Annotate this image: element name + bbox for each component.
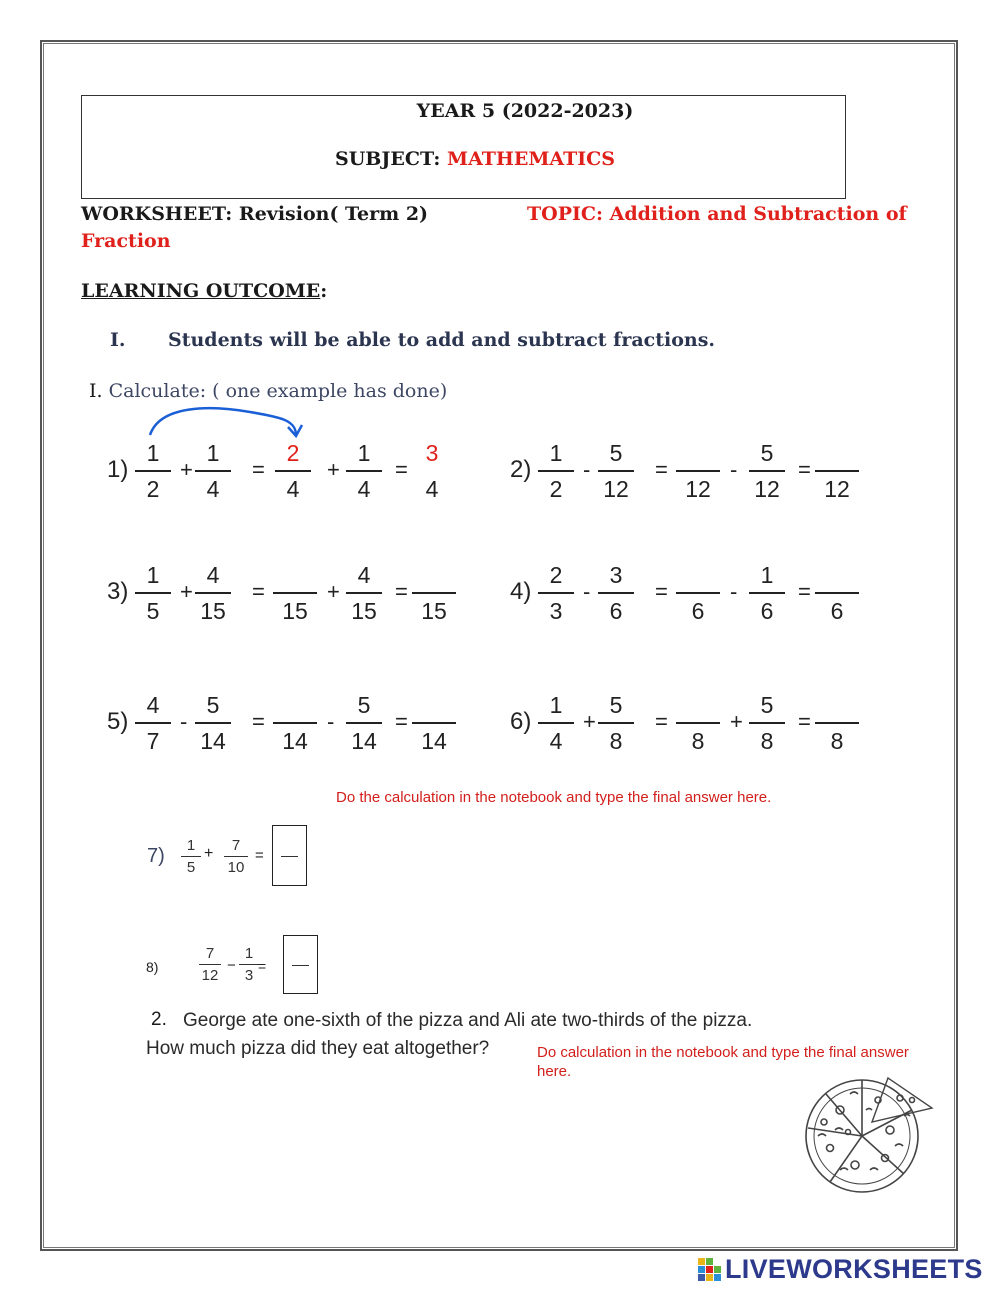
problem-1-d-bar bbox=[346, 470, 382, 472]
q8-a-num: 7 bbox=[205, 945, 215, 962]
problem-3-d-bar bbox=[346, 592, 382, 594]
problem-1-b-den: 4 bbox=[206, 476, 220, 502]
problem-3-number: 3) bbox=[107, 578, 129, 605]
problem-5-blank-e-den: 14 bbox=[421, 728, 447, 754]
problem-2-b-bar bbox=[598, 470, 634, 472]
problem-5-fraction-d bbox=[344, 692, 384, 754]
problem-3-equals-2: = bbox=[395, 579, 408, 604]
problem-1-e-den: 4 bbox=[425, 476, 439, 502]
topic-line1: TOPIC: Addition and Subtraction of bbox=[527, 203, 907, 225]
q2-note-line2: here. bbox=[537, 1063, 572, 1080]
worksheet-label: WORKSHEET: Revision( Term 2) bbox=[81, 203, 429, 225]
problem-4-operator-2: - bbox=[730, 579, 738, 604]
problem-6-a-num: 1 bbox=[549, 692, 563, 718]
problem-4-a-num: 2 bbox=[549, 562, 563, 588]
problem-3-b-num: 4 bbox=[206, 562, 220, 588]
problem-5-blank-c[interactable] bbox=[273, 722, 317, 755]
problem-6-b-bar bbox=[598, 722, 634, 724]
problem-2-blank-c[interactable] bbox=[676, 470, 720, 503]
q8-equals: = bbox=[258, 958, 267, 974]
problem-3-blank-e[interactable] bbox=[412, 592, 456, 625]
problem-1-equals-1: = bbox=[252, 457, 265, 482]
problem-5-blank-c-line[interactable] bbox=[273, 722, 317, 724]
problem-6-number: 6) bbox=[510, 708, 532, 735]
year-title: YEAR 5 (2022-2023) bbox=[416, 100, 634, 122]
q7-operator: + bbox=[204, 845, 214, 862]
problem-4-fraction-d bbox=[747, 562, 787, 624]
problem-4-blank-c[interactable] bbox=[676, 592, 720, 625]
problem-1-d-den: 4 bbox=[357, 476, 371, 502]
problem-4-b-den: 6 bbox=[609, 598, 623, 624]
problem-6-d-bar bbox=[749, 722, 785, 724]
problem-2-a-bar bbox=[538, 470, 574, 472]
section1-text: Calculate: ( one example has done) bbox=[108, 380, 448, 402]
problem-1-fraction-c bbox=[273, 440, 313, 502]
problem-1-b-bar bbox=[195, 470, 231, 472]
problem-1-c-den: 4 bbox=[286, 476, 300, 502]
problem-4-blank-e-line[interactable] bbox=[815, 592, 859, 594]
problem-2-blank-c-den: 12 bbox=[685, 476, 711, 502]
problem-1-c-bar bbox=[275, 470, 311, 472]
problem-2-d-bar bbox=[749, 470, 785, 472]
problem-5-blank-e[interactable] bbox=[412, 722, 456, 755]
topic-line2: Fraction bbox=[81, 230, 171, 252]
problem-6-fraction-a bbox=[536, 692, 576, 754]
problem-3-d-num: 4 bbox=[357, 562, 371, 588]
problem-6-fraction-d bbox=[747, 692, 787, 754]
section1-instruction bbox=[89, 380, 447, 402]
q7-a-den: 5 bbox=[186, 859, 196, 876]
outcome-numeral: I. bbox=[110, 329, 126, 351]
problem-5-blank-c-den: 14 bbox=[282, 728, 308, 754]
problem-2-d-num: 5 bbox=[760, 440, 774, 466]
problem-3-b-bar bbox=[195, 592, 231, 594]
problem-6-d-den: 8 bbox=[760, 728, 774, 754]
problem-1-a-num: 1 bbox=[146, 440, 160, 466]
learning-outcome-text: LEARNING OUTCOME bbox=[81, 280, 321, 302]
problem-5-b-bar bbox=[195, 722, 231, 724]
problem-2-a-num: 1 bbox=[549, 440, 563, 466]
problem-6-a-den: 4 bbox=[549, 728, 563, 754]
problem-5-equals-2: = bbox=[395, 709, 408, 734]
problem-4-equals-2: = bbox=[798, 579, 811, 604]
problem-4-a-den: 3 bbox=[549, 598, 563, 624]
problem-5-a-bar bbox=[135, 722, 171, 724]
problem-5-b-den: 14 bbox=[200, 728, 226, 754]
footer-logo bbox=[697, 1254, 983, 1285]
problem-3-operator-2: + bbox=[327, 579, 340, 604]
problem-2-number: 2) bbox=[510, 456, 532, 483]
problem-3-a-num: 1 bbox=[146, 562, 160, 588]
problem-2-fraction-b bbox=[596, 440, 636, 502]
problem-6-equals-2: = bbox=[798, 709, 811, 734]
problem-5-d-den: 14 bbox=[351, 728, 377, 754]
q2-note-line1: Do calculation in the notebook and type the final answer bbox=[537, 1044, 909, 1061]
liveworksheets-logo-icon bbox=[697, 1257, 723, 1283]
problem-4-a-bar bbox=[538, 592, 574, 594]
problem-2-operator-2: - bbox=[730, 457, 738, 482]
problem-4-operator: - bbox=[583, 579, 591, 604]
q8-b-den: 3 bbox=[244, 967, 254, 984]
problem-2-blank-c-line[interactable] bbox=[676, 470, 720, 472]
problem-1-d-num: 1 bbox=[357, 440, 371, 466]
problem-5-a-den: 7 bbox=[146, 728, 160, 754]
problem-4-d-num: 1 bbox=[760, 562, 774, 588]
problem-3-a-bar bbox=[135, 592, 171, 594]
q7-number: 7) bbox=[147, 845, 165, 867]
q2-line2: How much pizza did they eat altogether? bbox=[146, 1038, 490, 1059]
outcome-text: Students will be able to add and subtract fractions. bbox=[168, 329, 716, 351]
problem-6-a-bar bbox=[538, 722, 574, 724]
problem-2-equals-2: = bbox=[798, 457, 811, 482]
problem-2-fraction-d bbox=[747, 440, 787, 502]
problem-1-operator: + bbox=[180, 457, 193, 482]
q8-answer-box[interactable] bbox=[283, 935, 318, 994]
problem-3-fraction-d bbox=[344, 562, 384, 624]
problem-5-operator-2: - bbox=[327, 709, 335, 734]
problem-3-blank-c-line[interactable] bbox=[273, 592, 317, 594]
subject-line bbox=[335, 148, 615, 170]
problem-6-operator-2: + bbox=[730, 709, 743, 734]
problem-3-fraction-a bbox=[133, 562, 173, 624]
q8-b-num: 1 bbox=[244, 945, 254, 962]
problem-3-b-den: 15 bbox=[200, 598, 226, 624]
problem-4-equals-1: = bbox=[655, 579, 668, 604]
problem-5-fraction-b bbox=[193, 692, 233, 754]
problem-4-d-bar bbox=[749, 592, 785, 594]
problem-4-b-bar bbox=[598, 592, 634, 594]
section1-numeral: I. bbox=[89, 380, 103, 402]
learning-outcome-colon: : bbox=[320, 280, 328, 302]
problem-2-a-den: 2 bbox=[549, 476, 563, 502]
problem-2-blank-e-den: 12 bbox=[824, 476, 850, 502]
problem-5-fraction-a bbox=[133, 692, 173, 754]
problem-1-fraction-a bbox=[133, 440, 173, 502]
problem-1-a-den: 2 bbox=[146, 476, 160, 502]
problem-4-number: 4) bbox=[510, 578, 532, 605]
problem-4-fraction-a bbox=[536, 562, 576, 624]
problem-1-fraction-d bbox=[344, 440, 384, 502]
problem-3-blank-e-den: 15 bbox=[421, 598, 447, 624]
problem-3-a-den: 5 bbox=[146, 598, 160, 624]
problem-6-operator: + bbox=[583, 709, 596, 734]
q7-b-den: 10 bbox=[227, 859, 245, 876]
problem-5-number: 5) bbox=[107, 708, 129, 735]
learning-outcome-heading bbox=[81, 280, 327, 302]
problem-6-blank-e-den: 8 bbox=[830, 728, 844, 754]
problem-6-b-den: 8 bbox=[609, 728, 623, 754]
problem-6-blank-c-line[interactable] bbox=[676, 722, 720, 724]
problem-1-b-num: 1 bbox=[206, 440, 220, 466]
problem-1-fraction-b bbox=[193, 440, 233, 502]
problem-2-b-num: 5 bbox=[609, 440, 623, 466]
q8-operator: − bbox=[227, 957, 236, 974]
problem-3-blank-e-line[interactable] bbox=[412, 592, 456, 594]
problem-6-fraction-b bbox=[596, 692, 636, 754]
problem-1-operator-2: + bbox=[327, 457, 340, 482]
q8-fraction-a bbox=[197, 945, 223, 984]
problem-5-a-num: 4 bbox=[146, 692, 160, 718]
problem-4-blank-e[interactable] bbox=[815, 592, 859, 625]
note-final-answer: Do the calculation in the notebook and type the final answer here. bbox=[336, 789, 772, 806]
problem-5-b-num: 5 bbox=[206, 692, 220, 718]
q7-answer-box[interactable] bbox=[272, 825, 307, 886]
problem-1-equals-2: = bbox=[395, 457, 408, 482]
q7-fraction-b bbox=[222, 837, 250, 876]
problem-2-blank-e-line[interactable] bbox=[815, 470, 859, 472]
q7-fraction-a bbox=[179, 837, 203, 876]
problem-6-d-num: 5 bbox=[760, 692, 774, 718]
footer-brand: LIVEWORKSHEETS bbox=[725, 1254, 983, 1284]
problem-4-blank-c-line[interactable] bbox=[676, 592, 720, 594]
problem-6-blank-e-line[interactable] bbox=[815, 722, 859, 724]
problem-3-blank-c-den: 15 bbox=[282, 598, 308, 624]
problem-1-a-bar bbox=[135, 470, 171, 472]
problem-3-d-den: 15 bbox=[351, 598, 377, 624]
q8-number: 8) bbox=[146, 959, 159, 975]
problem-1-e-num: 3 bbox=[425, 440, 439, 466]
problem-2-equals-1: = bbox=[655, 457, 668, 482]
problem-3-blank-c[interactable] bbox=[273, 592, 317, 625]
q2-line1: George ate one-sixth of the pizza and Ali ate two-thirds of the pizza. bbox=[183, 1010, 753, 1031]
problem-5-d-num: 5 bbox=[357, 692, 371, 718]
problem-2-d-den: 12 bbox=[754, 476, 780, 502]
problem-2-b-den: 12 bbox=[603, 476, 629, 502]
problem-1-c-num: 2 bbox=[286, 440, 300, 466]
pizza-illustration bbox=[800, 1070, 935, 1200]
problem-4-blank-c-den: 6 bbox=[691, 598, 705, 624]
problem-3-equals-1: = bbox=[252, 579, 265, 604]
q7-equals: = bbox=[255, 847, 264, 864]
problem-6-equals-1: = bbox=[655, 709, 668, 734]
problem-5-blank-e-line[interactable] bbox=[412, 722, 456, 724]
problem-3-fraction-b bbox=[193, 562, 233, 624]
problem-5-equals-1: = bbox=[252, 709, 265, 734]
subject-value: MATHEMATICS bbox=[447, 148, 615, 170]
problem-4-fraction-b bbox=[596, 562, 636, 624]
problem-4-blank-e-den: 6 bbox=[830, 598, 844, 624]
q7-b-num: 7 bbox=[231, 837, 241, 854]
q7-a-num: 1 bbox=[186, 837, 196, 854]
q8-a-den: 12 bbox=[201, 967, 219, 984]
problem-1-e-bar bbox=[414, 470, 450, 472]
problem-1-number: 1) bbox=[107, 456, 129, 483]
q2-number: 2. bbox=[151, 1009, 167, 1030]
problem-6-b-num: 5 bbox=[609, 692, 623, 718]
problem-1-fraction-e bbox=[412, 440, 452, 502]
problem-5-d-bar bbox=[346, 722, 382, 724]
problem-2-fraction-a bbox=[536, 440, 576, 502]
problem-2-operator: - bbox=[583, 457, 591, 482]
problem-3-operator: + bbox=[180, 579, 193, 604]
problem-5-operator: - bbox=[180, 709, 188, 734]
problem-2-blank-e[interactable] bbox=[815, 470, 859, 503]
problem-6-blank-e[interactable] bbox=[815, 722, 859, 755]
problem-6-blank-c[interactable] bbox=[676, 722, 720, 755]
subject-label: SUBJECT: bbox=[335, 148, 448, 170]
problem-4-b-num: 3 bbox=[609, 562, 623, 588]
problem-4-d-den: 6 bbox=[760, 598, 774, 624]
problem-6-blank-c-den: 8 bbox=[691, 728, 705, 754]
